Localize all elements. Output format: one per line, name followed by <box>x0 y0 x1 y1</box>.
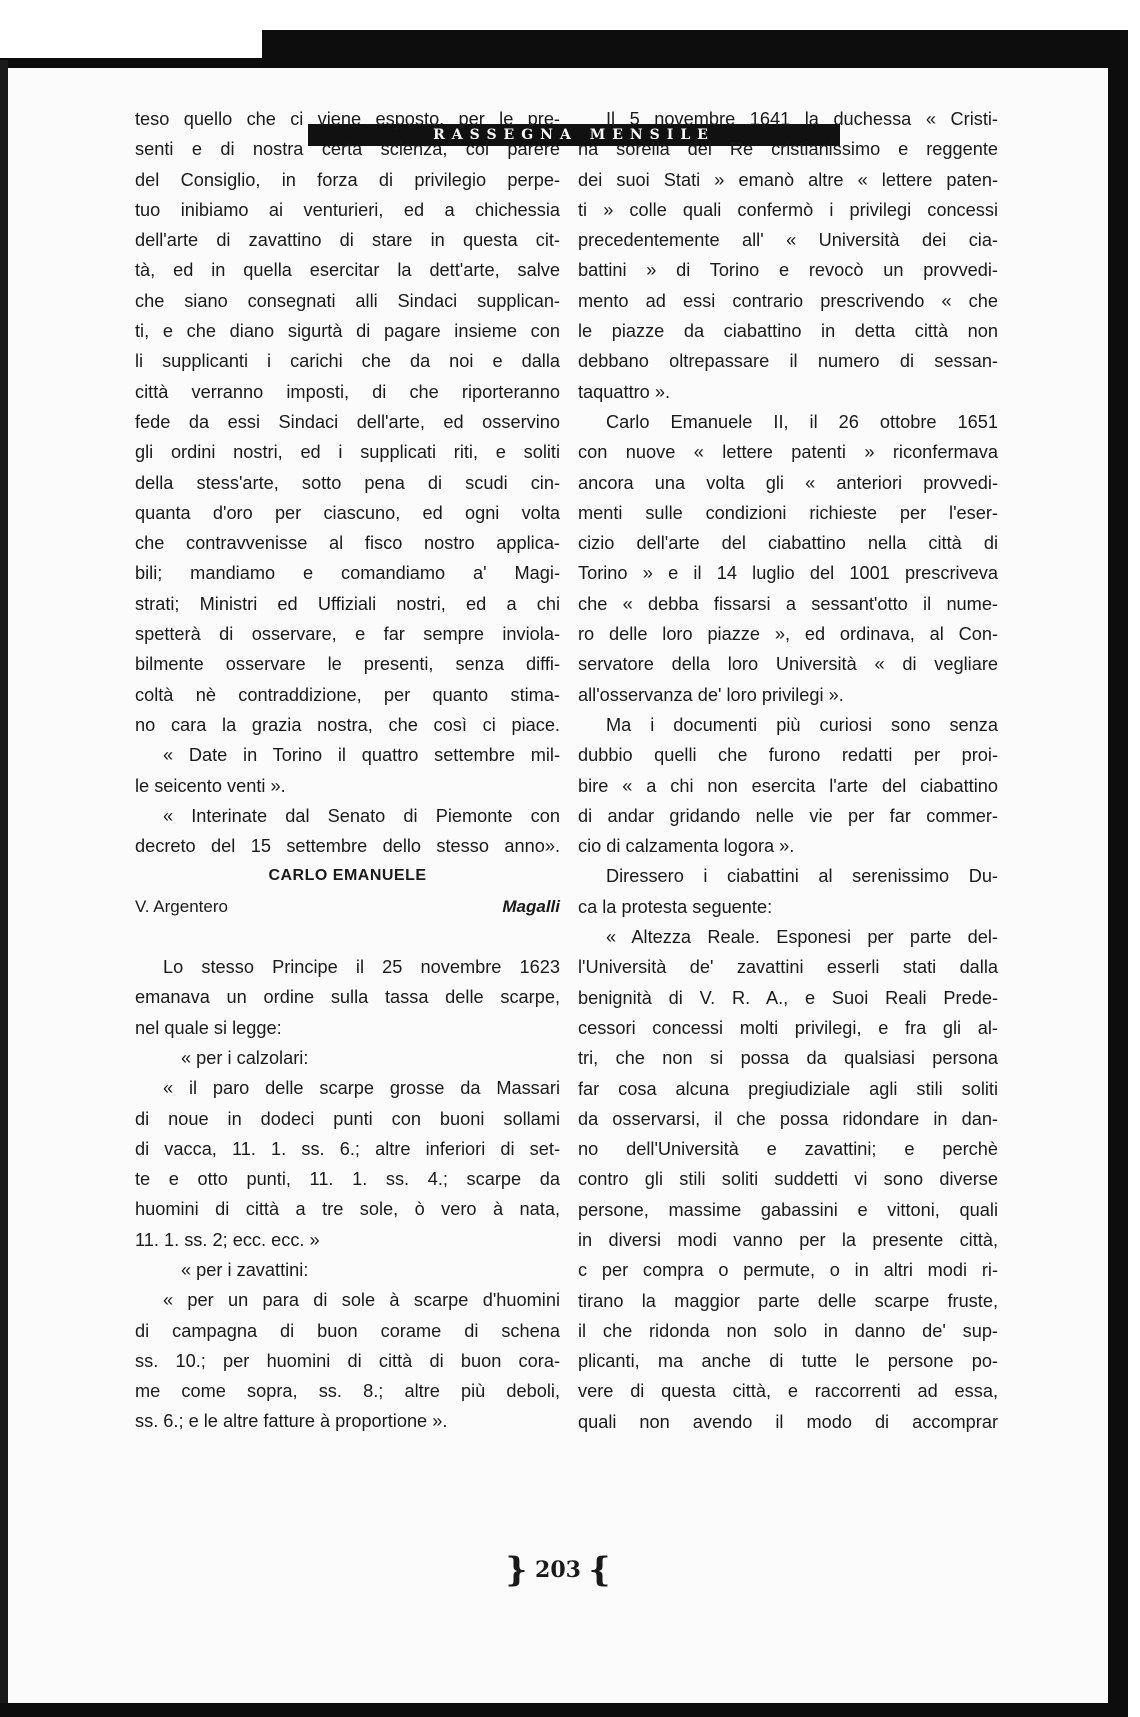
text-line: il che ridonda non solo in danno de' sup- <box>578 1320 998 1341</box>
text-line: Diressero i ciabattini al serenissimo Du- <box>606 866 998 887</box>
text-line: bire « a chi non esercita l'arte del ciabattino <box>578 775 998 796</box>
text-line: ro delle loro piazze », ed ordinava, al Con- <box>578 624 998 645</box>
text-line: dubbio quelli che furono redatti per proi- <box>578 745 998 766</box>
scan-edge-bottom <box>0 1703 1128 1717</box>
text-line: di vacca, 11. 1. ss. 6.; altre inferiori di set- <box>135 1138 560 1159</box>
text-line: cio di calzamenta logora ». <box>578 836 795 857</box>
countersigner-left: V. Argentero <box>135 896 228 916</box>
text-line: Il 5 novembre 1641 la duchessa « Cristi- <box>606 109 998 129</box>
text-line: di campagna di buon corame di schena <box>135 1320 560 1341</box>
text-line: taquattro ». <box>578 381 671 402</box>
signature-name: CARLO EMANUELE <box>268 867 427 885</box>
left-paragraphs <box>135 104 560 861</box>
text-line: le piazze da ciabattino in detta città non <box>578 321 998 342</box>
text-line: coltà nè contraddizione, per quanto stima- <box>135 684 560 705</box>
page-footer <box>8 1550 1108 1590</box>
running-header: RASSEGNA MENSILE <box>308 124 840 146</box>
text-line: Torino » e il 14 luglio del 1001 prescriveva <box>578 563 998 584</box>
text-line: huomini di città a tre sole, ò vero à nata, <box>135 1199 560 1220</box>
text-line: senti e di nostra certa scienza, col parere <box>135 139 560 160</box>
text-line: na sorella del Re cristianissimo e reggente <box>578 139 998 160</box>
text-line: « per i zavattini: <box>181 1259 309 1280</box>
text-line: « Date in Torino il quattro settembre mil- <box>163 745 560 766</box>
text-line: mento ad essi contrario prescrivendo « che <box>578 290 998 311</box>
text-line: te e otto punti, 11. 1. ss. 4.; scarpe da <box>135 1169 560 1190</box>
text-line: quanta d'oro per ciascuno, ed ogni volta <box>135 502 560 523</box>
text-line: ss. 6.; e le altre fatture à proportione ». <box>135 1411 448 1432</box>
text-line: menti sulle condizioni richieste per l'eser- <box>578 502 998 523</box>
text-line: 11. 1. ss. 2; ecc. ecc. » <box>135 1229 320 1250</box>
text-line: « per i calzolari: <box>181 1047 309 1068</box>
scan-edge-right <box>1108 30 1128 1717</box>
brace-right-icon: { <box>588 1550 611 1590</box>
text-line: che contravvenisse al fisco nostro applica- <box>135 533 560 554</box>
text-line: bilmente osservare le presenti, senza diffi- <box>135 654 560 675</box>
text-line: « per un para di sole à scarpe d'huomini <box>163 1290 560 1311</box>
text-line: quali non avendo il modo di accomprar <box>578 1411 998 1432</box>
text-line: debbano oltrepassare il numero di sessan- <box>578 351 998 372</box>
text-line: battini » di Torino e revocò un provvedi- <box>578 260 998 281</box>
right-column <box>578 104 998 1437</box>
text-line: no cara la grazia nostra, che così ci piace. <box>135 714 560 735</box>
text-line: servatore della loro Università « di vegliare <box>578 654 998 675</box>
text-line: benignità di V. R. A., e Suoi Reali Prede- <box>578 987 998 1008</box>
text-line: plicanti, ma anche di tutte le persone po- <box>578 1351 998 1372</box>
brace-left-icon: } <box>505 1550 528 1590</box>
text-line: tà, ed in quella esercitar la dett'arte, salve <box>135 260 560 281</box>
text-line: all'osservanza de' loro privilegi ». <box>578 684 844 705</box>
left-column <box>135 104 560 1437</box>
text-line: Lo stesso Principe il 25 novembre 1623 <box>163 957 560 978</box>
text-line: « Altezza Reale. Esponesi per parte del- <box>606 927 998 948</box>
scan-margin <box>0 0 1140 30</box>
scan-edge-left <box>0 60 8 1717</box>
text-line: no dell'Università e zavattini; e perchè <box>578 1139 998 1160</box>
text-line: Ma i documenti più curiosi sono senza <box>606 714 998 735</box>
text-line: dell'arte di zavattino di stare in questa cit- <box>135 230 560 251</box>
text-line: strati; Ministri ed Uffiziali nostri, ed a chi <box>135 593 560 614</box>
text-line: della stess'arte, sotto pena di scudi cin- <box>135 472 560 493</box>
text-line: tuo inibiamo ai venturieri, ed a chichessia <box>135 199 560 220</box>
text-line: « il paro delle scarpe grosse da Massari <box>163 1078 560 1099</box>
text-line: tri, che non si possa da qualsiasi persona <box>578 1048 998 1069</box>
text-line: bili; mandiamo e comandiamo a' Magi- <box>135 563 560 584</box>
text-line: ancora una volta gli « anteriori provvedi- <box>578 472 998 493</box>
text-line: le seicento venti ». <box>135 775 286 796</box>
text-line: che siano consegnati alli Sindaci supplican- <box>135 290 560 311</box>
text-line: tirano la maggior parte delle scarpe fruste, <box>578 1290 998 1311</box>
text-line: che « debba fissarsi a sessant'otto il nume- <box>578 593 998 614</box>
section-gap <box>135 922 560 952</box>
text-line: teso quello che ci viene esposto, per le pre- <box>135 109 560 129</box>
text-line: ti » colle quali confermò i privilegi concessi <box>578 199 998 220</box>
text-line: decreto del 15 settembre dello stesso anno». <box>135 836 560 857</box>
right-paragraphs <box>578 104 998 1437</box>
text-line: cizio dell'arte del ciabattino nella città di <box>578 533 998 554</box>
text-line: del Consiglio, in forza di privilegio perpe- <box>135 169 560 190</box>
text-line: fede da essi Sindaci dell'arte, ed osservino <box>135 411 560 432</box>
left-paragraphs-2 <box>135 952 560 1437</box>
signature-countersigners <box>135 892 560 922</box>
text-line: città verranno imposti, di che riporteranno <box>135 381 560 402</box>
text-line: gli ordini nostri, ed i supplicati riti, e soliti <box>135 442 560 463</box>
text-line: Carlo Emanuele II, il 26 ottobre 1651 <box>606 411 998 432</box>
text-line: far cosa alcuna pregiudiziale agli stili soliti <box>578 1078 998 1099</box>
scan-edge-notch <box>0 30 262 58</box>
text-line: spetterà di osservare, e far sempre inviola- <box>135 624 560 645</box>
text-line: ss. 10.; per huomini di città di buon cora- <box>135 1350 560 1371</box>
text-line: li supplicanti i carichi che da noi e dalla <box>135 351 560 372</box>
text-line: di andar gridando nelle vie per far commer- <box>578 805 998 826</box>
text-line: l'Università de' zavattini esserli stati dalla <box>578 957 998 978</box>
text-line: nel quale si legge: <box>135 1017 282 1038</box>
text-line: ti, e che diano sigurtà di pagare insieme con <box>135 321 560 342</box>
text-line: emanava un ordine sulla tassa delle scarpe, <box>135 987 560 1008</box>
text-line: cessori concessi molti privilegi, e fra gli al- <box>578 1017 998 1038</box>
text-line: precedentemente all' « Università dei cia- <box>578 230 998 251</box>
text-line: con nuove « lettere patenti » riconfermava <box>578 442 998 463</box>
text-line: in diversi modi vanno per la presente città, <box>578 1229 998 1250</box>
text-line: contro gli stili soliti suddetti vi sono diverse <box>578 1169 998 1190</box>
text-line: vere di questa città, e raccorrenti ad essa, <box>578 1381 998 1402</box>
page-number: 203 <box>535 1557 581 1583</box>
text-line: dei suoi Stati » emanò altre « lettere paten- <box>578 169 998 190</box>
text-line: « Interinate dal Senato di Piemonte con <box>163 805 560 826</box>
text-line: c per compra o permute, o in altri modi ri- <box>578 1260 998 1281</box>
text-line: di noue in dodeci punti con buoni sollami <box>135 1108 560 1129</box>
text-line: me come sopra, ss. 8.; altre più deboli, <box>135 1381 560 1402</box>
text-line: da osservarsi, il che possa ridondare in dan- <box>578 1108 998 1129</box>
countersigner-right: Magalli <box>502 896 560 916</box>
text-line: ca la protesta seguente: <box>578 896 773 917</box>
text-line: persone, massime gabassini e vittoni, quali <box>578 1199 998 1220</box>
